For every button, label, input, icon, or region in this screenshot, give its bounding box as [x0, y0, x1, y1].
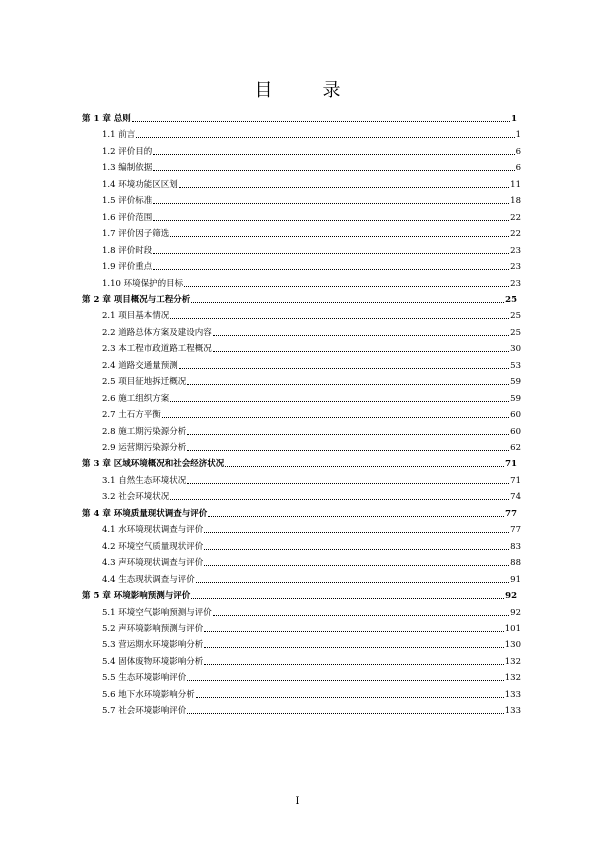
- dot-leader: [204, 631, 504, 632]
- toc-section-entry[interactable]: [0, 226, 595, 240]
- toc-entry-page: 77: [510, 525, 521, 536]
- toc-entry-page: 132: [504, 656, 521, 667]
- toc-entry-page: 30: [510, 344, 521, 355]
- toc-entry-title: 1.6 评价范围: [102, 212, 153, 223]
- toc-entry-title: 1.1 前言: [102, 130, 136, 141]
- toc-entry-title: 1.3 编制依据: [102, 163, 153, 174]
- toc-section-entry[interactable]: [0, 144, 595, 158]
- toc-section-entry[interactable]: [0, 489, 595, 503]
- dot-leader: [187, 384, 509, 385]
- toc-section-entry[interactable]: [0, 522, 595, 536]
- toc-entry-title: 5.7 社会环境影响评价: [102, 706, 187, 717]
- toc-entry-page: 60: [510, 426, 521, 437]
- toc-section-entry[interactable]: [0, 160, 595, 174]
- toc-entry-title: 5.2 声环境影响预测与评价: [102, 623, 204, 634]
- toc-entry-page: 18: [510, 196, 521, 207]
- dot-leader: [213, 335, 509, 336]
- dot-leader: [136, 137, 514, 138]
- toc-entry-page: 92: [505, 591, 517, 602]
- toc-chapter-entry[interactable]: [0, 506, 595, 520]
- toc-chapter-entry[interactable]: [0, 111, 595, 125]
- dot-leader: [187, 680, 504, 681]
- dot-leader: [162, 417, 509, 418]
- toc-entry-page: 25: [510, 327, 521, 338]
- toc-entry-page: 23: [510, 262, 521, 273]
- toc-entry-title: 4.4 生态现状调查与评价: [102, 574, 195, 585]
- toc-entry-title: 1.9 评价重点: [102, 262, 153, 273]
- toc-section-entry[interactable]: [0, 325, 595, 339]
- toc-entry-page: 130: [504, 640, 521, 651]
- toc-chapter-entry[interactable]: [0, 456, 595, 470]
- toc-entry-page: 133: [504, 689, 521, 700]
- toc-entry-title: 4.3 声环境现状调查与评价: [102, 558, 204, 569]
- toc-entry-page: 88: [510, 558, 521, 569]
- toc-section-entry[interactable]: [0, 374, 595, 388]
- toc-section-entry[interactable]: [0, 703, 595, 717]
- dot-leader: [187, 713, 504, 714]
- toc-entry-page: 132: [504, 673, 521, 684]
- toc-entry-title: 5.5 生态环境影响评价: [102, 673, 187, 684]
- toc-entry-page: 74: [510, 492, 521, 503]
- toc-entry-title: 2.9 运营期污染源分析: [102, 443, 187, 453]
- toc-entry-page: 23: [510, 245, 521, 256]
- toc-section-entry[interactable]: [0, 621, 595, 635]
- dot-leader: [179, 368, 509, 369]
- toc-entry-title: 第 5 章 环境影响预测与评价: [82, 591, 191, 602]
- toc-entry-title: 2.7 土石方平衡: [102, 410, 161, 421]
- toc-section-entry[interactable]: [0, 555, 595, 569]
- toc-section-entry[interactable]: [0, 424, 595, 438]
- toc-entry-title: 4.1 水环境现状调查与评价: [102, 525, 204, 536]
- dot-leader: [153, 203, 509, 204]
- toc-entry-title: 第 1 章 总则: [82, 114, 131, 124]
- toc-section-entry[interactable]: [0, 572, 595, 586]
- toc-section-entry[interactable]: [0, 391, 595, 405]
- dot-leader: [191, 598, 504, 599]
- dot-leader: [196, 697, 504, 698]
- toc-chapter-entry[interactable]: [0, 588, 595, 602]
- dot-leader: [213, 615, 509, 616]
- toc-entry-title: 5.1 环境空气影响预测与评价: [102, 607, 212, 618]
- toc-entry-title: 1.10 环境保护的目标: [102, 278, 184, 289]
- dot-leader: [204, 532, 509, 533]
- toc-section-entry[interactable]: [0, 637, 595, 651]
- toc-chapter-entry[interactable]: [0, 292, 595, 306]
- dot-leader: [225, 466, 504, 467]
- dot-leader: [153, 253, 509, 254]
- toc-section-entry[interactable]: [0, 276, 595, 290]
- toc-section-entry[interactable]: [0, 193, 595, 207]
- dot-leader: [184, 286, 509, 287]
- dot-leader: [204, 549, 509, 550]
- toc-section-entry[interactable]: [0, 440, 595, 454]
- dot-leader: [170, 499, 509, 500]
- page-number: I: [295, 796, 300, 807]
- toc-entry-page: 92: [510, 607, 521, 618]
- toc-section-entry[interactable]: [0, 654, 595, 668]
- toc-entry-title: 3.1 自然生态环境状况: [102, 475, 187, 486]
- dot-leader: [170, 318, 509, 319]
- toc-entry-title: 2.4 道路交通量预测: [102, 360, 178, 371]
- toc-entry-page: 6: [515, 163, 521, 174]
- toc-section-entry[interactable]: [0, 539, 595, 553]
- toc-entry-title: 5.4 固体废物环境影响分析: [102, 656, 204, 667]
- dot-leader: [196, 582, 509, 583]
- toc-entry-title: 1.4 环境功能区区划: [102, 179, 178, 190]
- toc-entry-page: 25: [505, 294, 517, 305]
- dot-leader: [191, 302, 504, 303]
- toc-section-entry[interactable]: [0, 243, 595, 257]
- toc-entry-title: 2.1 项目基本情况: [102, 311, 170, 322]
- toc-entry-title: 2.5 项目征地拆迁概况: [102, 377, 187, 388]
- toc-entry-title: 第 2 章 项目概况与工程分析: [82, 294, 191, 305]
- dot-leader: [204, 647, 504, 648]
- dot-leader: [153, 269, 509, 270]
- dot-leader: [132, 121, 510, 122]
- dot-leader: [153, 170, 514, 171]
- toc-entry-page: 101: [504, 623, 521, 634]
- toc-section-entry[interactable]: [0, 308, 595, 322]
- dot-leader: [153, 154, 514, 155]
- toc-section-entry[interactable]: [0, 210, 595, 224]
- toc-section-entry[interactable]: [0, 259, 595, 273]
- toc-entry-page: 25: [510, 311, 521, 322]
- toc-section-entry[interactable]: [0, 670, 595, 684]
- dot-leader: [187, 483, 509, 484]
- toc-entry-title: 1.5 评价标准: [102, 196, 153, 207]
- toc-entry-page: 60: [510, 410, 521, 421]
- toc-entry-title: 5.6 地下水环境影响分析: [102, 689, 195, 700]
- page-title: 目 录: [254, 80, 357, 101]
- dot-leader: [153, 220, 509, 221]
- toc-entry-page: 1: [511, 114, 517, 124]
- toc-section-entry[interactable]: [0, 605, 595, 619]
- toc-entry-page: 59: [510, 393, 521, 404]
- dot-leader: [213, 351, 509, 352]
- toc-entry-page: 22: [510, 229, 521, 240]
- toc-section-entry[interactable]: [0, 358, 595, 372]
- toc-entry-title: 2.6 施工组织方案: [102, 393, 170, 404]
- toc-entry-title: 第 3 章 区域环境概况和社会经济状况: [82, 459, 225, 470]
- toc-entry-page: 62: [510, 443, 521, 453]
- toc-entry-title: 第 4 章 环境质量现状调查与评价: [82, 508, 208, 519]
- toc-entry-title: 5.3 营运期水环境影响分析: [102, 640, 204, 651]
- toc-entry-title: 1.7 评价因子筛选: [102, 229, 170, 240]
- toc-entry-page: 71: [510, 475, 521, 486]
- toc-entry-title: 4.2 环境空气质量现状评价: [102, 541, 204, 552]
- dot-leader: [187, 450, 509, 451]
- toc-section-entry[interactable]: [0, 177, 595, 191]
- toc-entry-page: 91: [510, 574, 521, 585]
- dot-leader: [204, 565, 509, 566]
- toc-entry-title: 3.2 社会环境状况: [102, 492, 170, 503]
- toc-entry-title: 1.8 评价时段: [102, 245, 153, 256]
- toc-entry-title: 2.3 本工程市政道路工程概况: [102, 344, 212, 355]
- toc-entry-page: 6: [515, 146, 521, 157]
- toc-entry-page: 22: [510, 212, 521, 223]
- dot-leader: [179, 187, 509, 188]
- toc-entry-page: 133: [504, 706, 521, 717]
- toc-entry-page: 77: [505, 508, 517, 519]
- dot-leader: [208, 516, 504, 517]
- toc-entry-title: 2.8 施工期污染源分析: [102, 426, 187, 437]
- dot-leader: [187, 434, 509, 435]
- dot-leader: [170, 401, 509, 402]
- dot-leader: [204, 664, 504, 665]
- toc-section-entry[interactable]: [0, 687, 595, 701]
- toc-section-entry[interactable]: [0, 473, 595, 487]
- toc-section-entry[interactable]: [0, 341, 595, 355]
- toc-section-entry[interactable]: [0, 407, 595, 421]
- toc-entry-page: 59: [510, 377, 521, 388]
- dot-leader: [170, 236, 509, 237]
- toc-entry-title: 2.2 道路总体方案及建设内容: [102, 327, 212, 338]
- toc-entry-page: 53: [510, 360, 521, 371]
- toc-entry-page: 1: [515, 130, 521, 141]
- toc-entry-page: 71: [505, 459, 517, 470]
- toc-entry-page: 23: [510, 278, 521, 289]
- toc-entry-title: 1.2 评价目的: [102, 146, 153, 157]
- toc-entry-page: 11: [510, 179, 521, 190]
- toc-section-entry[interactable]: [0, 127, 595, 141]
- toc-entry-page: 83: [510, 541, 521, 552]
